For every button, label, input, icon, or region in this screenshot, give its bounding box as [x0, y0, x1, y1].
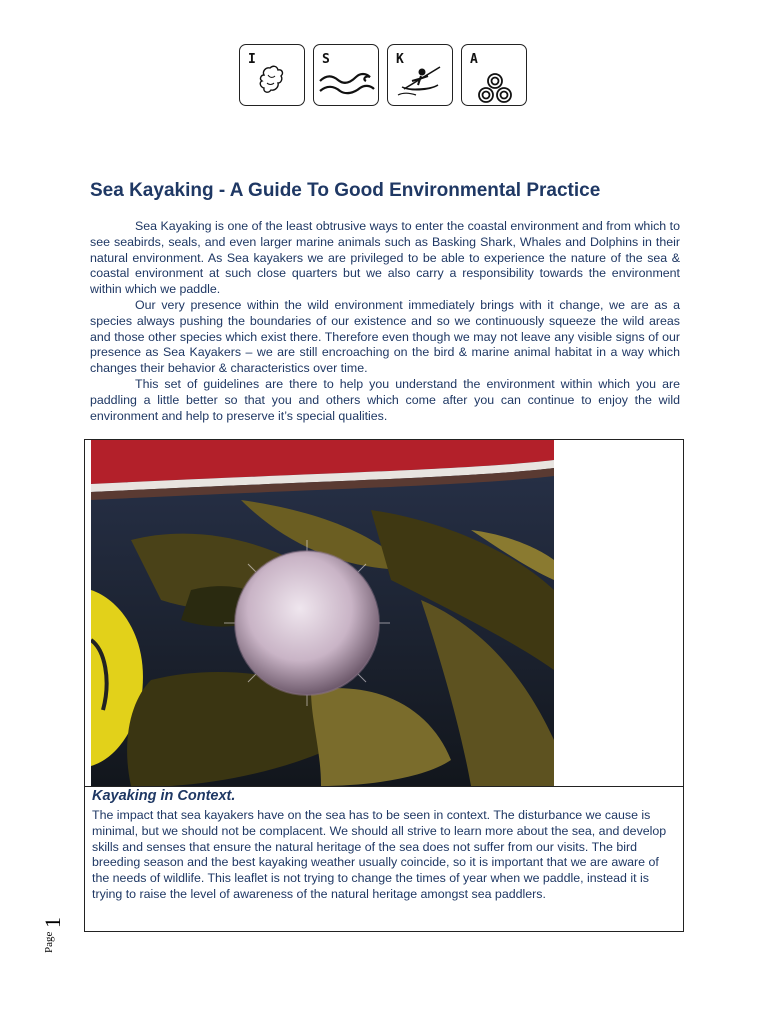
section-body: The impact that sea kayakers have on the sea has to be seen in context. The disturbance we cause is minimal, but we should not be complacent. We should all strive to learn more about the sea, and develop skills and senses that ensure the natural heritage of the sea does not suffer from our visits. The bird breeding season and the best kayaking weather usually coincide, so it is important that we are aware of the needs of wildlife. This leaflet is not trying to change the times of year when we paddle, instead it is trying to raise the level of awareness of the natural heritage amongst sea paddlers.	[92, 808, 667, 901]
page-title: Sea Kayaking - A Guide To Good Environmental Practice	[90, 180, 601, 201]
logo-letter: K	[396, 52, 404, 67]
logo-letter: A	[470, 52, 478, 67]
iska-logo	[239, 44, 527, 106]
ireland-map-icon	[240, 45, 306, 107]
section-heading: Kayaking in Context.	[92, 788, 236, 804]
kayaker-icon	[388, 45, 454, 107]
sea-urchin-on-kelp-photo	[91, 440, 554, 786]
page-word: Page	[43, 931, 55, 953]
page-number: 1	[40, 917, 65, 928]
divider	[85, 786, 683, 787]
page-number-label	[40, 908, 65, 958]
logo-letter: I	[248, 52, 256, 67]
logo-box-a	[461, 44, 527, 106]
logo-box-i	[239, 44, 305, 106]
triskele-spiral-icon	[462, 45, 528, 107]
logo-letter: S	[322, 52, 330, 67]
sea-urchin-photo	[91, 440, 554, 786]
intro-paragraph: This set of guidelines are there to help you understand the environment within which you are paddling a little better so that you and others which come after you can continue to enjoy the wild environment and help to preserve it’s special qualities.	[90, 376, 680, 423]
sea-waves-icon	[314, 45, 380, 107]
content-frame	[84, 439, 684, 932]
intro-paragraph: Sea Kayaking is one of the least obtrusive ways to enter the coastal environment and from which to see seabirds, seals, and even larger marine animals such as Basking Shark, Whales and Dolphins in their natural environment. As Sea kayakers we are privileged to be able to experience the nature of the sea & coastal environment at such close quarters but we also carry a responsibility towards the environment within which we paddle.	[90, 219, 680, 297]
logo-box-s	[313, 44, 379, 106]
intro-paragraph: Our very presence within the wild environment immediately brings with it change, we are as a species always pushing the boundaries of our existence and so we continuously squeeze the wild areas and those other species which exist there. Therefore even though we may not leave any visible signs of our presence as Sea Kayakers – we are still encroaching on the bird & marine animal habitat in a way which changes their behavior & characteristics over time.	[90, 297, 680, 376]
logo-box-k	[387, 44, 453, 106]
intro-text	[90, 219, 680, 424]
